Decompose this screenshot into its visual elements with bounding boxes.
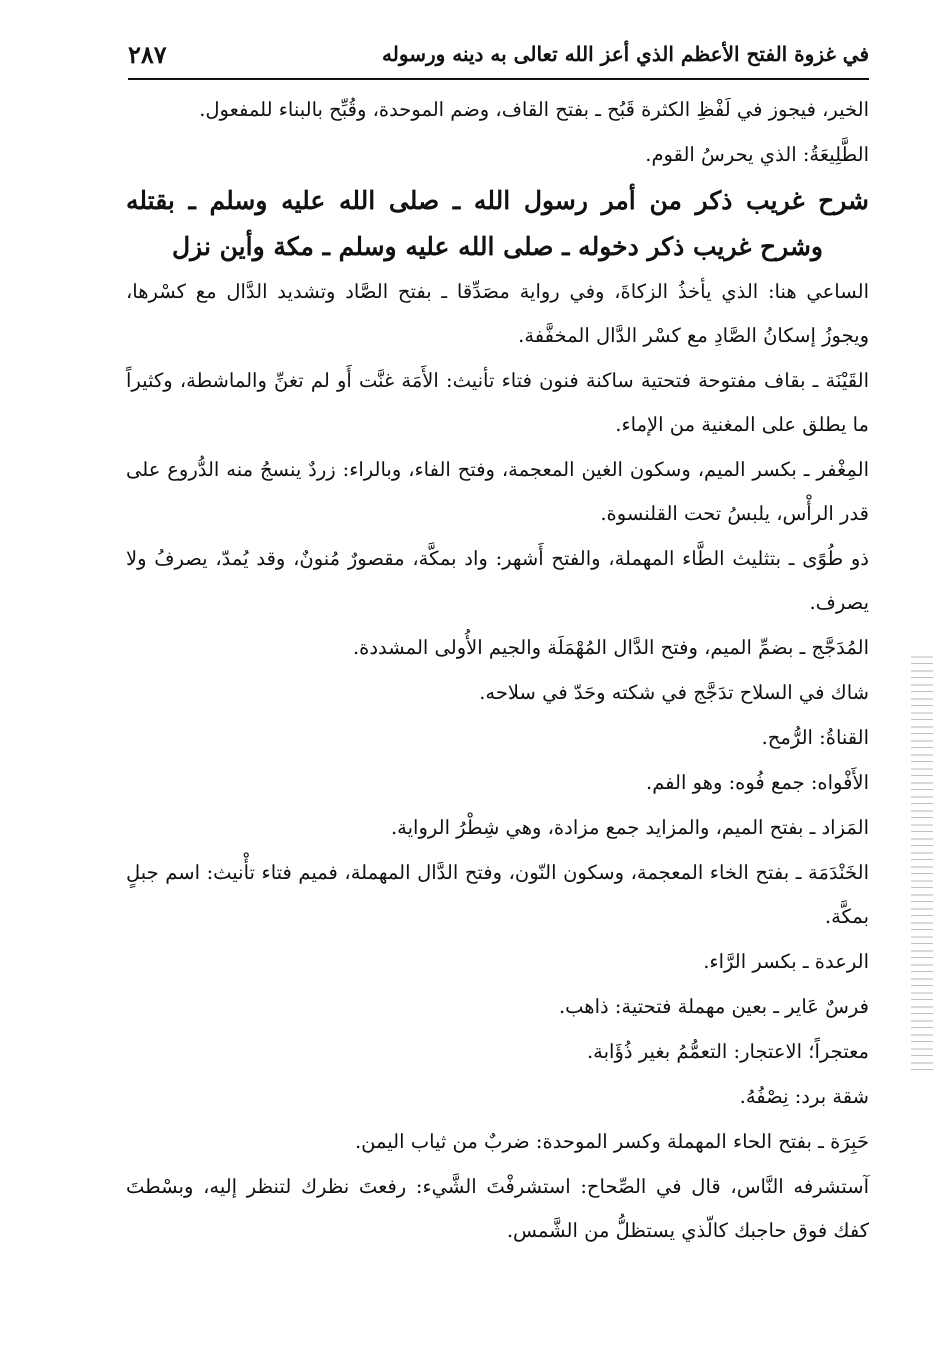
paragraph: الطَّلِيعَةُ: الذي يحرسُ القوم. bbox=[645, 143, 869, 166]
glossary-entry: ذو طُوًى ـ بتثليث الطَّاء المهملة، والفتح أَشهر: واد بمكَّة، مقصورٌ مُنونٌ، وقد يُمدّ، يصرفُ ولا يصرف. bbox=[126, 547, 869, 614]
glossary-entry: آستشرفه النَّاس، قال في الصِّحاح: استشرفْتَ الشَّيء: رفعتَ نظرك لتنظر إليه، وبسْطتَ كفك فوق حاجبك كالّذي يستظلُّ من الشَّمس. bbox=[126, 1175, 869, 1242]
running-title: في غزوة الفتح الأعظم الذي أعز الله تعالى به دينه ورسوله bbox=[382, 42, 869, 66]
section-heading: شرح غريب ذكر من أمر رسول الله ـ صلى الله عليه وسلم ـ بقتله وشرح غريب ذكر دخوله ـ صلى الله عليه وسلم ـ مكة وأين نزل bbox=[126, 186, 869, 261]
glossary-entry: الأَفْواه: جمع فُوه: وهو الفم. bbox=[646, 771, 869, 794]
glossary-entry: شاك في السلاح تدَجَّج في شكته وحَدّ في سلاحه. bbox=[479, 681, 869, 704]
glossary-entry: الخَنْدَمَة ـ بفتح الخاء المعجمة، وسكون النّون، وفتح الدَّال المهملة، فميم فتاء تأْنيث: اسم جبلٍ بمكَّة. bbox=[126, 861, 869, 928]
page-number: ٢٨٧ bbox=[128, 39, 167, 69]
glossary-entry: معتجراً؛ الاعتجار: التعمُّمُ بغير ذُؤَابة. bbox=[586, 1040, 869, 1063]
glossary-entry: فرسٌ عَاير ـ بعين مهملة فتحتية: ذاهب. bbox=[558, 995, 869, 1018]
page-header bbox=[128, 30, 869, 80]
glossary-entry: القَيْنَة ـ بقاف مفتوحة فتحتية ساكنة فنون فتاء تأنيث: الأَمَة غنَّت أَو لم تغنِّ والماشطة، وكثيراً ما يطلق على المغنية من الإماء. bbox=[126, 369, 869, 436]
glossary-entry: الرعدة ـ بكسر الرَّاء. bbox=[703, 950, 869, 973]
page-body bbox=[126, 88, 869, 1339]
glossary-entry: المِغْفر ـ بكسر الميم، وسكون الغين المعجمة، وفتح الفاء، وبالراء: زردٌ ينسجُ منه الدُّروع على قدر الرأْس، يلبسُ تحت القلنسوة. bbox=[126, 458, 869, 525]
glossary-entry: حَبِرَة ـ بفتح الحاء المهملة وكسر الموحدة: ضربٌ من ثياب اليمن. bbox=[354, 1130, 869, 1153]
paragraph: الخير، فيجوز في لَفْظِ الكثرة قَبُح ـ بفتح القاف، وضم الموحدة، وقُبِّح بالبناء للمفعول. bbox=[199, 98, 869, 121]
glossary-entry: المَزاد ـ بفتح الميم، والمزايد جمع مزادة، وهي شِطْرُ الرواية. bbox=[390, 816, 869, 839]
glossary-entry: القناةُ: الرُّمح. bbox=[761, 726, 869, 749]
glossary-entry: شقة برد: نِصْفُهُ. bbox=[739, 1085, 869, 1108]
scan-edge-artifact bbox=[911, 650, 933, 1070]
glossary-entry: المُدَجَّج ـ بضمِّ الميم، وفتح الدَّال المُهْمَلَة والجيم الأُولى المشددة. bbox=[352, 636, 869, 659]
glossary-entry: الساعي هنا: الذي يأخذُ الزكاةَ، وفي رواية مصَدِّقا ـ بفتح الصَّاد وتشديد الدَّال مع كسْرها، ويجوزُ إسكانُ الصَّادِ مع كسْر الدَّال المخفَّفة. bbox=[126, 280, 870, 347]
